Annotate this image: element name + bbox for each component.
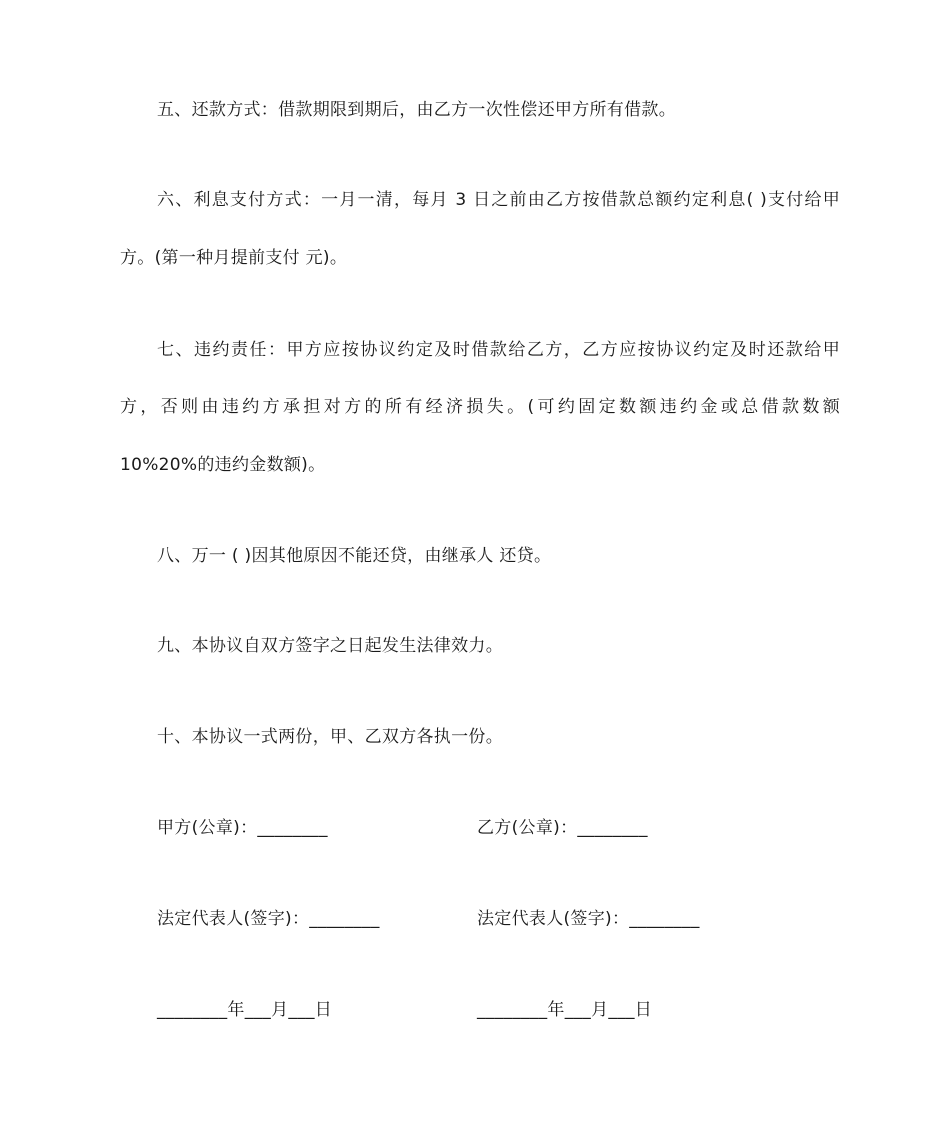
clause-6-interest-payment-line1: 六、利息支付方式：一月一清，每月 3 日之前由乙方按借款总额约定利息( )支付给甲 (157, 190, 840, 210)
party-b-representative-line: 法定代表人(签字)：________ (477, 909, 700, 929)
clause-6-interest-payment-line2: 方。(第一种月提前支付 元)。 (120, 248, 348, 268)
party-b-seal-line: 乙方(公章)：________ (477, 818, 648, 838)
clause-7-liability-line2: 方，否则由违约方承担对方的所有经济损失。(可约固定数额违约金或总借款数额 (120, 397, 840, 417)
clause-8-heir-repayment: 八、万一 ( )因其他原因不能还贷，由继承人 还贷。 (157, 546, 552, 566)
party-a-representative-line: 法定代表人(签字)：________ (157, 909, 380, 929)
clause-7-liability-line3: 10%20%的违约金数额)。 (120, 455, 326, 475)
clause-9-effective-date: 九、本协议自双方签字之日起发生法律效力。 (157, 636, 503, 656)
party-a-seal-line: 甲方(公章)：________ (157, 818, 328, 838)
clause-5-repayment-method: 五、还款方式：借款期限到期后，由乙方一次性偿还甲方所有借款。 (157, 100, 676, 120)
clause-7-liability-line1: 七、违约责任：甲方应按协议约定及时借款给乙方，乙方应按协议约定及时还款给甲 (157, 340, 840, 360)
party-b-date-line: ________年___月___日 (477, 1000, 653, 1020)
clause-10-copies: 十、本协议一式两份，甲、乙双方各执一份。 (157, 727, 503, 747)
party-a-date-line: ________年___月___日 (157, 1000, 333, 1020)
